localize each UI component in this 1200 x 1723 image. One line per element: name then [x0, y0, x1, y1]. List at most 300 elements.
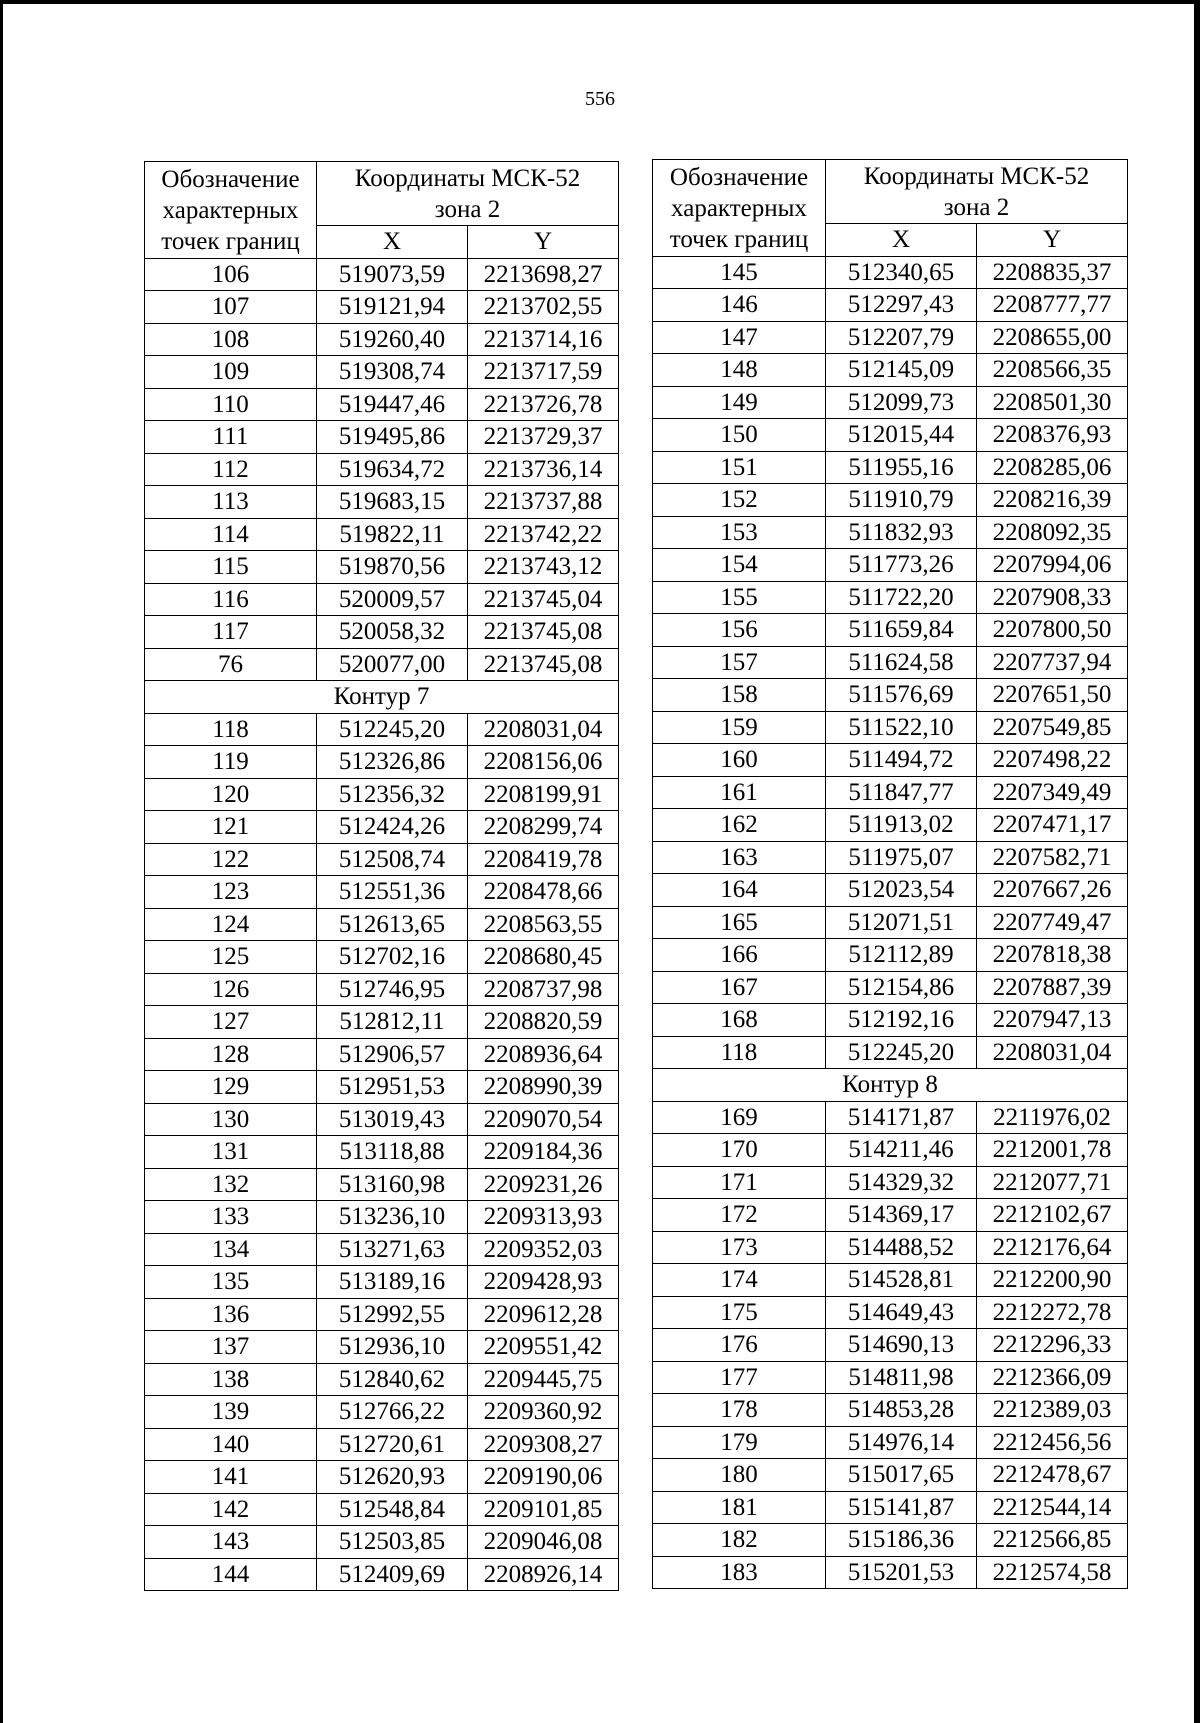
table-row: [653, 419, 1128, 452]
point-id-cell: 177: [653, 1361, 826, 1394]
y-coordinate-cell: 2208478,66: [468, 876, 619, 909]
x-column-header: X: [826, 224, 977, 257]
y-coordinate-cell: 2212102,67: [977, 1199, 1128, 1232]
point-id-cell: 179: [653, 1426, 826, 1459]
table-row: [653, 1264, 1128, 1297]
y-coordinate-cell: 2213702,55: [468, 291, 619, 324]
table-row: [145, 876, 619, 909]
x-coordinate-cell: 512071,51: [826, 906, 977, 939]
y-coordinate-cell: 2209551,42: [468, 1331, 619, 1364]
x-coordinate-cell: 513118,88: [317, 1136, 468, 1169]
y-coordinate-cell: 2208777,77: [977, 289, 1128, 322]
table-row: [145, 356, 619, 389]
y-coordinate-cell: 2212200,90: [977, 1264, 1128, 1297]
x-coordinate-cell: 512356,32: [317, 778, 468, 811]
table-row: [653, 386, 1128, 419]
y-coordinate-cell: 2208216,39: [977, 484, 1128, 517]
table-row: [653, 1199, 1128, 1232]
contour-row: [145, 681, 619, 714]
y-coordinate-cell: 2209352,03: [468, 1233, 619, 1266]
x-coordinate-cell: 512508,74: [317, 843, 468, 876]
point-id-cell: 113: [145, 486, 317, 519]
x-coordinate-cell: 512951,53: [317, 1071, 468, 1104]
x-coordinate-cell: 512620,93: [317, 1461, 468, 1494]
point-id-cell: 137: [145, 1331, 317, 1364]
point-id-cell: 167: [653, 971, 826, 1004]
table-row: [653, 906, 1128, 939]
x-coordinate-cell: 512145,09: [826, 354, 977, 387]
x-coordinate-cell: 512840,62: [317, 1363, 468, 1396]
table-row: [653, 1556, 1128, 1589]
table-row: [653, 581, 1128, 614]
point-id-cell: 110: [145, 388, 317, 421]
table-row: [653, 841, 1128, 874]
table-row: [145, 258, 619, 291]
table-row: [653, 874, 1128, 907]
point-id-cell: 151: [653, 451, 826, 484]
x-coordinate-cell: 511722,20: [826, 581, 977, 614]
y-coordinate-cell: 2212574,58: [977, 1556, 1128, 1589]
point-id-cell: 145: [653, 256, 826, 289]
table-row: [145, 746, 619, 779]
x-coordinate-cell: 512112,89: [826, 939, 977, 972]
point-id-cell: 118: [653, 1036, 826, 1069]
point-id-cell: 138: [145, 1363, 317, 1396]
point-label-header: Обозначение характерных точек границ: [653, 160, 826, 257]
y-coordinate-cell: 2212077,71: [977, 1166, 1128, 1199]
contour-row: [653, 1069, 1128, 1102]
y-coordinate-cell: 2213729,37: [468, 421, 619, 454]
x-coordinate-cell: 512766,22: [317, 1396, 468, 1429]
x-coordinate-cell: 519308,74: [317, 356, 468, 389]
point-id-cell: 171: [653, 1166, 826, 1199]
table-row: [653, 1394, 1128, 1427]
y-coordinate-cell: 2208655,00: [977, 321, 1128, 354]
x-coordinate-cell: 514976,14: [826, 1426, 977, 1459]
x-coordinate-cell: 512099,73: [826, 386, 977, 419]
x-coordinate-cell: 514528,81: [826, 1264, 977, 1297]
point-id-cell: 172: [653, 1199, 826, 1232]
y-coordinate-cell: 2213736,14: [468, 453, 619, 486]
y-coordinate-cell: 2207549,85: [977, 711, 1128, 744]
table-row: [653, 809, 1128, 842]
x-coordinate-cell: 512812,11: [317, 1006, 468, 1039]
point-id-cell: 106: [145, 258, 317, 291]
y-coordinate-cell: 2212456,56: [977, 1426, 1128, 1459]
table-row: [145, 421, 619, 454]
y-coordinate-cell: 2209612,28: [468, 1298, 619, 1331]
x-coordinate-cell: 511576,69: [826, 679, 977, 712]
page-number: 556: [585, 88, 615, 110]
point-id-cell: 122: [145, 843, 317, 876]
point-id-cell: 115: [145, 551, 317, 584]
y-coordinate-cell: 2208031,04: [468, 713, 619, 746]
point-id-cell: 156: [653, 614, 826, 647]
point-id-cell: 109: [145, 356, 317, 389]
y-coordinate-cell: 2213726,78: [468, 388, 619, 421]
point-label-header: Обозначение характерных точек границ: [145, 162, 317, 259]
y-coordinate-cell: 2208936,64: [468, 1038, 619, 1071]
x-coordinate-cell: 519121,94: [317, 291, 468, 324]
table-row: [145, 583, 619, 616]
x-coordinate-cell: 511624,58: [826, 646, 977, 679]
x-coordinate-cell: 514690,13: [826, 1329, 977, 1362]
x-coordinate-cell: 511975,07: [826, 841, 977, 874]
y-coordinate-cell: 2213745,08: [468, 648, 619, 681]
y-coordinate-cell: 2208926,14: [468, 1558, 619, 1591]
y-coordinate-cell: 2208419,78: [468, 843, 619, 876]
point-id-cell: 170: [653, 1134, 826, 1167]
point-id-cell: 173: [653, 1231, 826, 1264]
x-coordinate-cell: 512297,43: [826, 289, 977, 322]
point-id-cell: 111: [145, 421, 317, 454]
table-row: [653, 354, 1128, 387]
table-row: [653, 1134, 1128, 1167]
y-coordinate-cell: 2208156,06: [468, 746, 619, 779]
point-id-cell: 124: [145, 908, 317, 941]
x-coordinate-cell: 513271,63: [317, 1233, 468, 1266]
x-coordinate-cell: 514211,46: [826, 1134, 977, 1167]
y-coordinate-cell: 2212001,78: [977, 1134, 1128, 1167]
table-row: [145, 1526, 619, 1559]
point-id-cell: 160: [653, 744, 826, 777]
table-row: [653, 516, 1128, 549]
x-coordinate-cell: 519447,46: [317, 388, 468, 421]
point-id-cell: 148: [653, 354, 826, 387]
table-row: [145, 616, 619, 649]
y-coordinate-cell: 2208299,74: [468, 811, 619, 844]
point-id-cell: 164: [653, 874, 826, 907]
x-coordinate-cell: 513189,16: [317, 1266, 468, 1299]
point-id-cell: 132: [145, 1168, 317, 1201]
y-coordinate-cell: 2209190,06: [468, 1461, 619, 1494]
table-row: [653, 711, 1128, 744]
table-row: [653, 679, 1128, 712]
table-row: [653, 1491, 1128, 1524]
table-row: [653, 321, 1128, 354]
y-coordinate-cell: 2212176,64: [977, 1231, 1128, 1264]
x-coordinate-cell: 511910,79: [826, 484, 977, 517]
x-coordinate-cell: 513160,98: [317, 1168, 468, 1201]
y-coordinate-cell: 2209101,85: [468, 1493, 619, 1526]
table-row: [145, 811, 619, 844]
x-coordinate-cell: 519260,40: [317, 323, 468, 356]
table-row: [653, 971, 1128, 1004]
x-coordinate-cell: 514853,28: [826, 1394, 977, 1427]
point-id-cell: 141: [145, 1461, 317, 1494]
point-id-cell: 123: [145, 876, 317, 909]
y-coordinate-cell: 2208737,98: [468, 973, 619, 1006]
point-id-cell: 155: [653, 581, 826, 614]
y-column-header: Y: [977, 224, 1128, 257]
table-row: [653, 549, 1128, 582]
table-row: [145, 1363, 619, 1396]
x-coordinate-cell: 514811,98: [826, 1361, 977, 1394]
y-coordinate-cell: 2208680,45: [468, 941, 619, 974]
table-row: [145, 1331, 619, 1364]
y-coordinate-cell: 2207498,22: [977, 744, 1128, 777]
y-coordinate-cell: 2209428,93: [468, 1266, 619, 1299]
y-coordinate-cell: 2208835,37: [977, 256, 1128, 289]
point-id-cell: 162: [653, 809, 826, 842]
table-row: [145, 1493, 619, 1526]
point-id-cell: 128: [145, 1038, 317, 1071]
point-id-cell: 181: [653, 1491, 826, 1524]
y-coordinate-cell: 2208820,59: [468, 1006, 619, 1039]
point-id-cell: 158: [653, 679, 826, 712]
table-row: [653, 1296, 1128, 1329]
point-id-cell: 127: [145, 1006, 317, 1039]
point-id-cell: 108: [145, 323, 317, 356]
y-coordinate-cell: 2207994,06: [977, 549, 1128, 582]
y-coordinate-cell: 2207737,94: [977, 646, 1128, 679]
table-row: [145, 1396, 619, 1429]
point-id-cell: 129: [145, 1071, 317, 1104]
y-coordinate-cell: 2212566,85: [977, 1524, 1128, 1557]
point-id-cell: 114: [145, 518, 317, 551]
table-row: [145, 1071, 619, 1104]
y-coordinate-cell: 2209445,75: [468, 1363, 619, 1396]
table-row: [145, 1006, 619, 1039]
x-coordinate-cell: 519870,56: [317, 551, 468, 584]
coordinates-table-right: [652, 159, 1128, 1589]
table-row: [653, 614, 1128, 647]
point-id-cell: 143: [145, 1526, 317, 1559]
y-coordinate-cell: 2207800,50: [977, 614, 1128, 647]
x-coordinate-cell: 514171,87: [826, 1101, 977, 1134]
table-row: [145, 1038, 619, 1071]
x-coordinate-cell: 514329,32: [826, 1166, 977, 1199]
point-id-cell: 144: [145, 1558, 317, 1591]
table-row: [145, 323, 619, 356]
y-coordinate-cell: 2212478,67: [977, 1459, 1128, 1492]
point-id-cell: 147: [653, 321, 826, 354]
table-row: [145, 388, 619, 421]
y-coordinate-cell: 2209308,27: [468, 1428, 619, 1461]
table-row: [653, 1166, 1128, 1199]
coords-label-header: Координаты МСК-52 зона 2: [826, 160, 1128, 224]
scan-border-left: [0, 0, 3, 1723]
point-id-cell: 120: [145, 778, 317, 811]
x-coordinate-cell: 512409,69: [317, 1558, 468, 1591]
point-id-cell: 163: [653, 841, 826, 874]
y-coordinate-cell: 2212296,33: [977, 1329, 1128, 1362]
x-coordinate-cell: 515201,53: [826, 1556, 977, 1589]
point-id-cell: 121: [145, 811, 317, 844]
x-coordinate-cell: 512613,65: [317, 908, 468, 941]
table-row: [145, 1298, 619, 1331]
table-row: [653, 1524, 1128, 1557]
table-row: [653, 1101, 1128, 1134]
x-coordinate-cell: 511659,84: [826, 614, 977, 647]
x-coordinate-cell: 515186,36: [826, 1524, 977, 1557]
point-id-cell: 117: [145, 616, 317, 649]
table-row: [145, 973, 619, 1006]
x-coordinate-cell: 512154,86: [826, 971, 977, 1004]
scan-border-top: [0, 0, 1200, 4]
x-column-header: X: [317, 226, 468, 259]
table-row: [145, 1136, 619, 1169]
y-coordinate-cell: 2213745,04: [468, 583, 619, 616]
point-id-cell: 175: [653, 1296, 826, 1329]
table-row: [653, 451, 1128, 484]
x-coordinate-cell: 511494,72: [826, 744, 977, 777]
y-coordinate-cell: 2209070,54: [468, 1103, 619, 1136]
x-coordinate-cell: 519634,72: [317, 453, 468, 486]
point-id-cell: 168: [653, 1004, 826, 1037]
x-coordinate-cell: 515141,87: [826, 1491, 977, 1524]
table-row: [145, 1201, 619, 1234]
x-coordinate-cell: 512192,16: [826, 1004, 977, 1037]
x-coordinate-cell: 512245,20: [317, 713, 468, 746]
contour-label: Контур 8: [653, 1069, 1128, 1102]
x-coordinate-cell: 520058,32: [317, 616, 468, 649]
x-coordinate-cell: 519683,15: [317, 486, 468, 519]
point-id-cell: 146: [653, 289, 826, 322]
table-row: [653, 646, 1128, 679]
table-row: [653, 1361, 1128, 1394]
x-coordinate-cell: 512015,44: [826, 419, 977, 452]
y-coordinate-cell: 2213698,27: [468, 258, 619, 291]
y-column-header: Y: [468, 226, 619, 259]
scan-border-right: [1194, 0, 1200, 1723]
point-id-cell: 119: [145, 746, 317, 779]
point-id-cell: 154: [653, 549, 826, 582]
x-coordinate-cell: 511847,77: [826, 776, 977, 809]
table-row: [653, 776, 1128, 809]
point-id-cell: 130: [145, 1103, 317, 1136]
x-coordinate-cell: 512551,36: [317, 876, 468, 909]
point-id-cell: 134: [145, 1233, 317, 1266]
point-id-cell: 126: [145, 973, 317, 1006]
table-row: [653, 744, 1128, 777]
point-id-cell: 169: [653, 1101, 826, 1134]
x-coordinate-cell: 514649,43: [826, 1296, 977, 1329]
point-id-cell: 139: [145, 1396, 317, 1429]
table-row: [145, 1233, 619, 1266]
point-id-cell: 149: [653, 386, 826, 419]
table-row: [145, 453, 619, 486]
y-coordinate-cell: 2213745,08: [468, 616, 619, 649]
table-row: [653, 484, 1128, 517]
table-row: [145, 1103, 619, 1136]
x-coordinate-cell: 512424,26: [317, 811, 468, 844]
x-coordinate-cell: 512906,57: [317, 1038, 468, 1071]
y-coordinate-cell: 2212366,09: [977, 1361, 1128, 1394]
y-coordinate-cell: 2208092,35: [977, 516, 1128, 549]
contour-label: Контур 7: [145, 681, 619, 714]
y-coordinate-cell: 2208990,39: [468, 1071, 619, 1104]
x-coordinate-cell: 519073,59: [317, 258, 468, 291]
coordinates-table-left: [144, 161, 619, 1591]
point-id-cell: 176: [653, 1329, 826, 1362]
y-coordinate-cell: 2213714,16: [468, 323, 619, 356]
table-row: [653, 256, 1128, 289]
table-row: [653, 1231, 1128, 1264]
x-coordinate-cell: 511955,16: [826, 451, 977, 484]
table-row: [653, 939, 1128, 972]
table-row: [145, 551, 619, 584]
y-coordinate-cell: 2212544,14: [977, 1491, 1128, 1524]
y-coordinate-cell: 2213737,88: [468, 486, 619, 519]
x-coordinate-cell: 511522,10: [826, 711, 977, 744]
point-id-cell: 174: [653, 1264, 826, 1297]
table-row: [653, 1459, 1128, 1492]
table-row: [145, 648, 619, 681]
x-coordinate-cell: 519495,86: [317, 421, 468, 454]
point-id-cell: 112: [145, 453, 317, 486]
y-coordinate-cell: 2207349,49: [977, 776, 1128, 809]
point-id-cell: 118: [145, 713, 317, 746]
x-coordinate-cell: 513019,43: [317, 1103, 468, 1136]
y-coordinate-cell: 2209360,92: [468, 1396, 619, 1429]
x-coordinate-cell: 515017,65: [826, 1459, 977, 1492]
point-id-cell: 136: [145, 1298, 317, 1331]
point-id-cell: 125: [145, 941, 317, 974]
x-coordinate-cell: 511913,02: [826, 809, 977, 842]
table-row: [145, 713, 619, 746]
y-coordinate-cell: 2213743,12: [468, 551, 619, 584]
x-coordinate-cell: 519822,11: [317, 518, 468, 551]
x-coordinate-cell: 512340,65: [826, 256, 977, 289]
point-id-cell: 183: [653, 1556, 826, 1589]
x-coordinate-cell: 514369,17: [826, 1199, 977, 1232]
table-row: [145, 778, 619, 811]
y-coordinate-cell: 2212272,78: [977, 1296, 1128, 1329]
coords-label-header: Координаты МСК-52 зона 2: [317, 162, 619, 226]
point-id-cell: 161: [653, 776, 826, 809]
point-id-cell: 131: [145, 1136, 317, 1169]
y-coordinate-cell: 2207667,26: [977, 874, 1128, 907]
point-id-cell: 150: [653, 419, 826, 452]
y-coordinate-cell: 2207887,39: [977, 971, 1128, 1004]
point-id-cell: 159: [653, 711, 826, 744]
table-row: [145, 1428, 619, 1461]
table-row: [653, 1426, 1128, 1459]
point-id-cell: 166: [653, 939, 826, 972]
x-coordinate-cell: 512702,16: [317, 941, 468, 974]
x-coordinate-cell: 512207,79: [826, 321, 977, 354]
table-row: [145, 1266, 619, 1299]
y-coordinate-cell: 2208285,06: [977, 451, 1128, 484]
table-row: [145, 518, 619, 551]
y-coordinate-cell: 2211976,02: [977, 1101, 1128, 1134]
table-row: [653, 1036, 1128, 1069]
x-coordinate-cell: 514488,52: [826, 1231, 977, 1264]
y-coordinate-cell: 2207818,38: [977, 939, 1128, 972]
y-coordinate-cell: 2208199,91: [468, 778, 619, 811]
point-id-cell: 116: [145, 583, 317, 616]
y-coordinate-cell: 2207582,71: [977, 841, 1128, 874]
y-coordinate-cell: 2209231,26: [468, 1168, 619, 1201]
point-id-cell: 135: [145, 1266, 317, 1299]
y-coordinate-cell: 2213717,59: [468, 356, 619, 389]
point-id-cell: 140: [145, 1428, 317, 1461]
x-coordinate-cell: 512326,86: [317, 746, 468, 779]
y-coordinate-cell: 2208376,93: [977, 419, 1128, 452]
table-row: [145, 486, 619, 519]
y-coordinate-cell: 2209184,36: [468, 1136, 619, 1169]
y-coordinate-cell: 2207471,17: [977, 809, 1128, 842]
table-row: [145, 843, 619, 876]
y-coordinate-cell: 2208563,55: [468, 908, 619, 941]
table-row: [653, 1329, 1128, 1362]
table-row: [145, 1558, 619, 1591]
table-row: [145, 941, 619, 974]
x-coordinate-cell: 513236,10: [317, 1201, 468, 1234]
table-row: [653, 1004, 1128, 1037]
point-id-cell: 180: [653, 1459, 826, 1492]
